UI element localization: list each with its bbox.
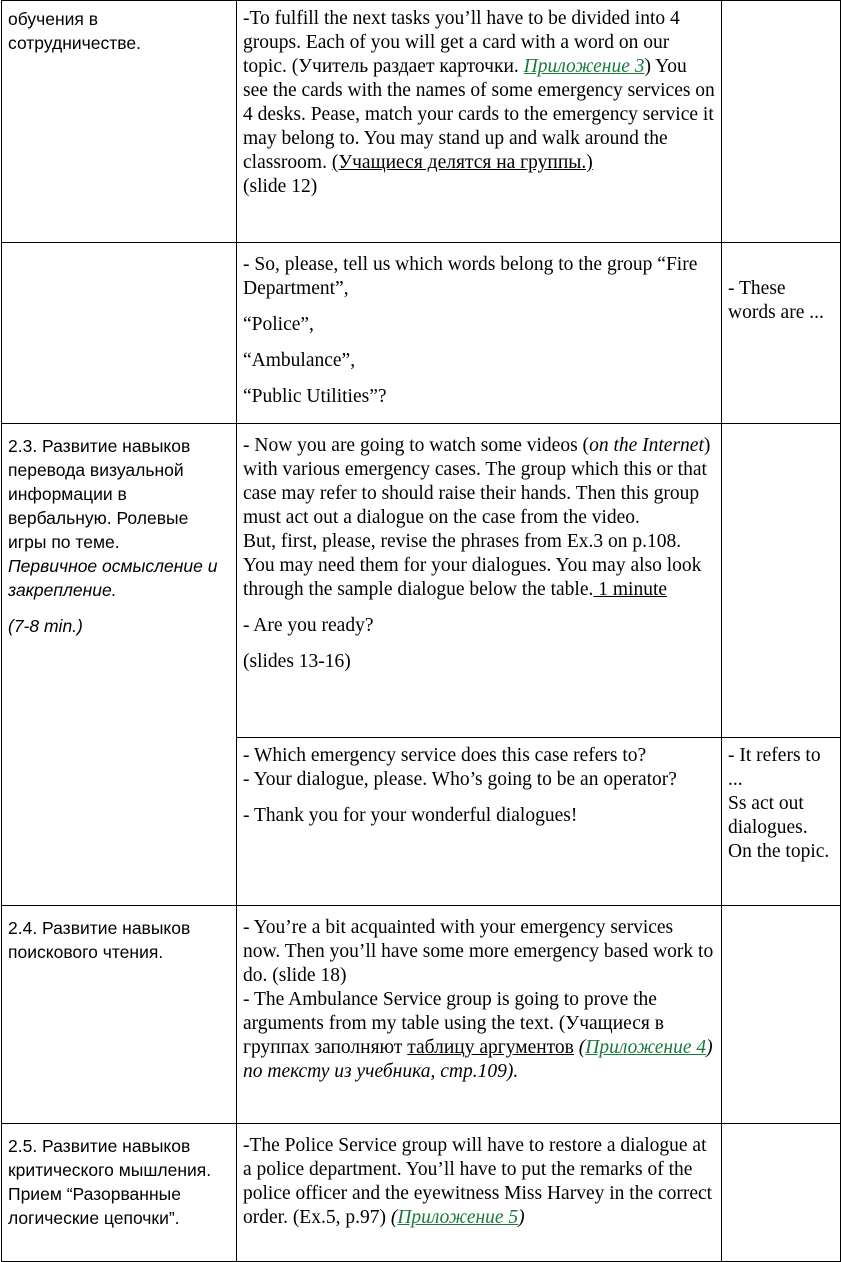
teacher-text: -To fulfill the next tasks you’ll have to be divided into 4 groups. Each of you will get a card with a word on our topic. (Учитель раздает карточки. Приложение 3) You see the cards with the names of some emergency services on 4 desks. Pease, match your cards to the emergency service it may belong to. You may stand up and walk around the classroom. (Учащиеся делятся на группы.) — [243, 8, 715, 173]
table-row — [2, 243, 841, 424]
students-cell — [722, 906, 841, 1124]
teacher-cell — [237, 738, 722, 906]
teacher-cell — [237, 906, 722, 1124]
teacher-cell — [237, 243, 722, 424]
stage-title: 2.5. Развитие навыков критического мышления. Прием “Разорванные логические цепочки”. — [8, 1136, 212, 1228]
teacher-cell — [237, 1124, 722, 1262]
appendix-3-link[interactable]: Приложение 3 — [523, 56, 645, 77]
stage-cell — [2, 1124, 237, 1262]
teacher-text: - Your dialogue, please. Who’s going to be an operator? — [243, 769, 677, 790]
teacher-text: “Public Utilities”? — [243, 386, 387, 407]
teacher-text: But, first, please, revise the phrases from Ex.3 on p.108. You may need them for your dialogues. You may also look through the sample dialogue below the table. 1 minute — [243, 531, 702, 600]
table-row — [2, 906, 841, 1124]
stage-text: сотрудничестве. — [8, 33, 141, 53]
teacher-cell — [237, 424, 722, 738]
students-text: - It refers to ... — [728, 745, 821, 790]
stage-title: 2.3. Развитие навыков перевода визуальной информации в вербальную. Ролевые игры по теме. — [8, 436, 191, 552]
students-cell — [722, 424, 841, 738]
teacher-text: “Police”, — [243, 314, 314, 335]
table-row — [2, 1, 841, 243]
table-row — [2, 424, 841, 738]
teacher-text: - Are you ready? — [243, 615, 374, 636]
underlined-note: (Учащиеся делятся на группы.) — [331, 152, 593, 173]
teacher-text: “Ambulance”, — [243, 350, 356, 371]
stage-title: 2.4. Развитие навыков поискового чтения. — [8, 918, 191, 962]
teacher-text: - The Ambulance Service group is going to prove the arguments from my table using the text. (Учащиеся в группах заполняют таблицу аргументов (Приложение 4) по тексту из учебника, стр.109). — [243, 989, 713, 1082]
students-text: - These words are ... — [728, 278, 824, 323]
students-text: Ss act out dialogues. On the topic. — [728, 793, 830, 862]
teacher-text: - Now you are going to watch some videos (on the Internet) with various emergency cases. The group which this or that case may refer to should raise their hands. Then this group must act out a dialogue on the case from the video. — [243, 435, 711, 528]
teacher-text: - Thank you for your wonderful dialogues! — [243, 805, 578, 826]
students-cell — [722, 243, 841, 424]
students-cell — [722, 1124, 841, 1262]
stage-text: обучения в — [8, 9, 99, 29]
stage-cell — [2, 1, 237, 243]
appendix-4-link[interactable]: Приложение 4 — [585, 1037, 707, 1058]
slide-ref: (slide 12) — [243, 176, 318, 197]
teacher-text: - So, please, tell us which words belong to the group “Fire Department”, — [243, 254, 698, 299]
students-cell — [722, 1, 841, 243]
teacher-cell — [237, 1, 722, 243]
teacher-text: - Which emergency service does this case refers to? — [243, 745, 647, 766]
table-row — [2, 1124, 841, 1262]
stage-cell — [2, 906, 237, 1124]
stage-cell — [2, 424, 237, 906]
stage-time: (7-8 min.) — [8, 616, 83, 636]
lesson-plan-table — [1, 0, 841, 1262]
appendix-5-link[interactable]: Приложение 5 — [397, 1207, 519, 1228]
stage-subtitle: Первичное осмысление и закрепление. — [8, 556, 218, 600]
students-cell — [722, 738, 841, 906]
slide-ref: (slides 13-16) — [243, 651, 351, 672]
teacher-text: -The Police Service group will have to restore a dialogue at a police department. You’ll have to put the remarks of the police officer and the eyewitness Miss Harvey in the correct order. (Ex.5, p.97) (Приложение 5) — [243, 1135, 713, 1228]
teacher-text: - You’re a bit acquainted with your emergency services now. Then you’ll have some more emergency based work to do. (slide 18) — [243, 917, 714, 986]
stage-cell — [2, 243, 237, 424]
